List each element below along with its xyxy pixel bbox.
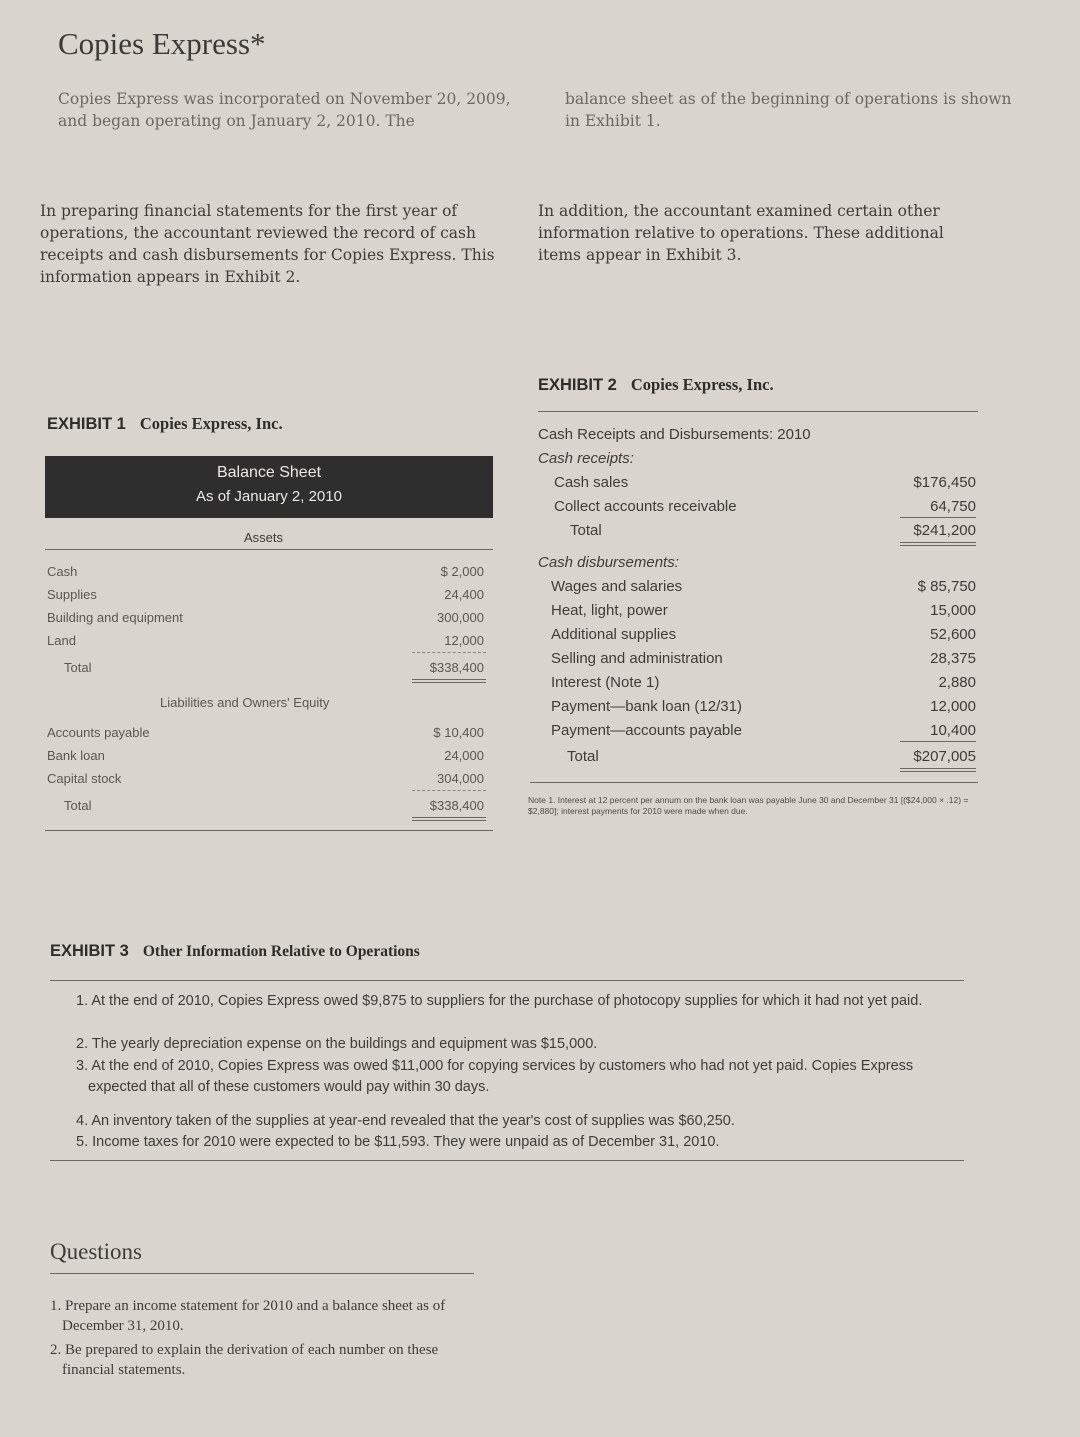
balance-sheet-title: Balance Sheet — [216, 464, 322, 481]
subtotal-rule — [900, 741, 976, 742]
case-title: Copies Express* — [58, 26, 266, 61]
receipt-value: 64,750 — [930, 498, 976, 515]
receipts-total-value: $241,200 — [913, 522, 976, 539]
exhibit1-bottom-rule — [45, 830, 493, 831]
total-rule — [412, 679, 486, 680]
disbursement-value: 10,400 — [930, 722, 976, 739]
total-double-rule — [412, 682, 486, 683]
disbursement-value: 15,000 — [930, 602, 976, 619]
liab-total-value: $338,400 — [429, 798, 484, 813]
preparing-paragraph: In preparing financial statements for the first year of operations, the accountant reviewed the record of cash receipts and cash disbursements for Copies Express. This information appears in Exhibit 2. — [40, 202, 495, 286]
disbursement-label: Payment—accounts payable — [551, 722, 742, 739]
intro-left-paragraph: Copies Express was incorporated on November 20, 2009, and began operating on January 2, 2010. The — [58, 90, 511, 130]
total-rule — [900, 542, 976, 543]
exhibit3-item: 4. An inventory taken of the supplies at year-end revealed that the year's cost of supplies was $60,250. — [76, 1113, 735, 1129]
liability-label: Capital stock — [47, 771, 122, 786]
question-item: 2. Be prepared to explain the derivation of each number on these financial statements. — [50, 1342, 439, 1378]
asset-label: Building and equipment — [47, 610, 183, 625]
questions-rule — [50, 1273, 474, 1274]
exhibit3-item: 5. Income taxes for 2010 were expected to be $11,593. They were unpaid as of December 31, 2010. — [76, 1134, 720, 1150]
assets-total-label: Total — [64, 660, 92, 675]
disbursement-value: $ 85,750 — [917, 578, 976, 595]
disbursement-label: Selling and administration — [551, 650, 723, 667]
total-rule — [900, 768, 976, 769]
disbursement-label: Heat, light, power — [551, 602, 668, 619]
exhibit2-label: EXHIBIT 2 — [538, 376, 617, 394]
disbursement-value: 2,880 — [938, 674, 976, 691]
asset-value: $ 2,000 — [440, 564, 484, 579]
asset-value: 24,400 — [444, 587, 484, 602]
receipts-total-label: Total — [570, 522, 602, 539]
total-double-rule — [900, 771, 976, 772]
receipt-value: $176,450 — [913, 474, 976, 491]
intro-right-paragraph: balance sheet as of the beginning of operations is shown in Exhibit 1. — [565, 90, 1012, 130]
exhibit2-note: Note 1. Interest at 12 percent per annum on the bank loan was payable June 30 and December 31 [($24,000 × .12) = $2,880]; interest payments for 2010 were made when due. — [528, 795, 969, 816]
exhibit2-top-rule — [538, 411, 978, 412]
liability-label: Bank loan — [47, 748, 105, 763]
asset-value: 12,000 — [444, 633, 484, 648]
liability-value: 304,000 — [437, 771, 484, 786]
assets-rule — [45, 549, 493, 550]
subtotal-rule — [412, 652, 486, 653]
asset-value: 300,000 — [437, 610, 484, 625]
receipt-label: Collect accounts receivable — [554, 498, 737, 515]
asset-label: Supplies — [47, 587, 97, 602]
disbursements-total-label: Total — [567, 748, 599, 765]
disbursement-label: Interest (Note 1) — [551, 674, 660, 691]
disbursement-value: 28,375 — [930, 650, 976, 667]
assets-total-value: $338,400 — [429, 660, 484, 675]
receipt-label: Cash sales — [554, 474, 629, 491]
disbursement-label: Additional supplies — [551, 626, 677, 643]
subtotal-rule — [900, 517, 976, 518]
total-double-rule — [412, 820, 486, 821]
liab-total-label: Total — [64, 798, 92, 813]
disbursements-heading: Cash disbursements: — [538, 554, 679, 571]
disbursements-total-value: $207,005 — [913, 748, 976, 765]
total-rule — [412, 817, 486, 818]
exhibit3-item: 3. At the end of 2010, Copies Express was owed $11,000 for copying services by customers who had not yet paid. Copies Express expected that all of these customers would pay within 30 days. — [76, 1058, 914, 1095]
asset-label: Cash — [47, 564, 78, 579]
questions-heading: Questions — [50, 1239, 142, 1264]
liability-value: $ 10,400 — [433, 725, 484, 740]
exhibit2-company: Copies Express, Inc. — [630, 375, 774, 394]
exhibit3-bottom-rule — [50, 1160, 964, 1161]
exhibit2-subtitle: Cash Receipts and Disbursements: 2010 — [538, 426, 811, 443]
total-double-rule — [900, 545, 976, 546]
balance-sheet-header — [45, 456, 493, 518]
subtotal-rule — [412, 790, 486, 791]
liability-value: 24,000 — [444, 748, 484, 763]
exhibit3-top-rule — [50, 980, 964, 981]
exhibit3-heading — [50, 941, 420, 961]
disbursement-label: Payment—bank loan (12/31) — [551, 698, 742, 715]
assets-heading: Assets — [244, 530, 284, 545]
exhibit2-bottom-rule — [530, 782, 978, 783]
asset-label: Land — [47, 633, 76, 648]
receipts-heading: Cash receipts: — [538, 450, 634, 467]
exhibit2-heading — [538, 375, 774, 395]
exhibit3-label: EXHIBIT 3 — [50, 942, 129, 960]
disbursement-label: Wages and salaries — [551, 578, 683, 595]
liabilities-heading: Liabilities and Owners' Equity — [160, 695, 330, 710]
balance-sheet-date: As of January 2, 2010 — [196, 488, 342, 505]
additional-info-paragraph: In addition, the accountant examined certain other information relative to operations. These additional items appear in Exhibit 3. — [538, 202, 944, 264]
liability-label: Accounts payable — [47, 725, 150, 740]
question-item: 1. Prepare an income statement for 2010 and a balance sheet as of December 31, 2010. — [50, 1298, 446, 1334]
exhibit1-heading — [47, 414, 283, 434]
exhibit3-item: 2. The yearly depreciation expense on the buildings and equipment was $15,000. — [76, 1036, 598, 1052]
exhibit3-item: 1. At the end of 2010, Copies Express owed $9,875 to suppliers for the purchase of photocopy supplies for which it had not yet paid. — [76, 993, 923, 1009]
disbursement-value: 12,000 — [930, 698, 976, 715]
exhibit1-company: Copies Express, Inc. — [139, 414, 283, 433]
disbursement-value: 52,600 — [930, 626, 976, 643]
exhibit1-label: EXHIBIT 1 — [47, 415, 126, 433]
exhibit3-title: Other Information Relative to Operations — [142, 943, 420, 960]
